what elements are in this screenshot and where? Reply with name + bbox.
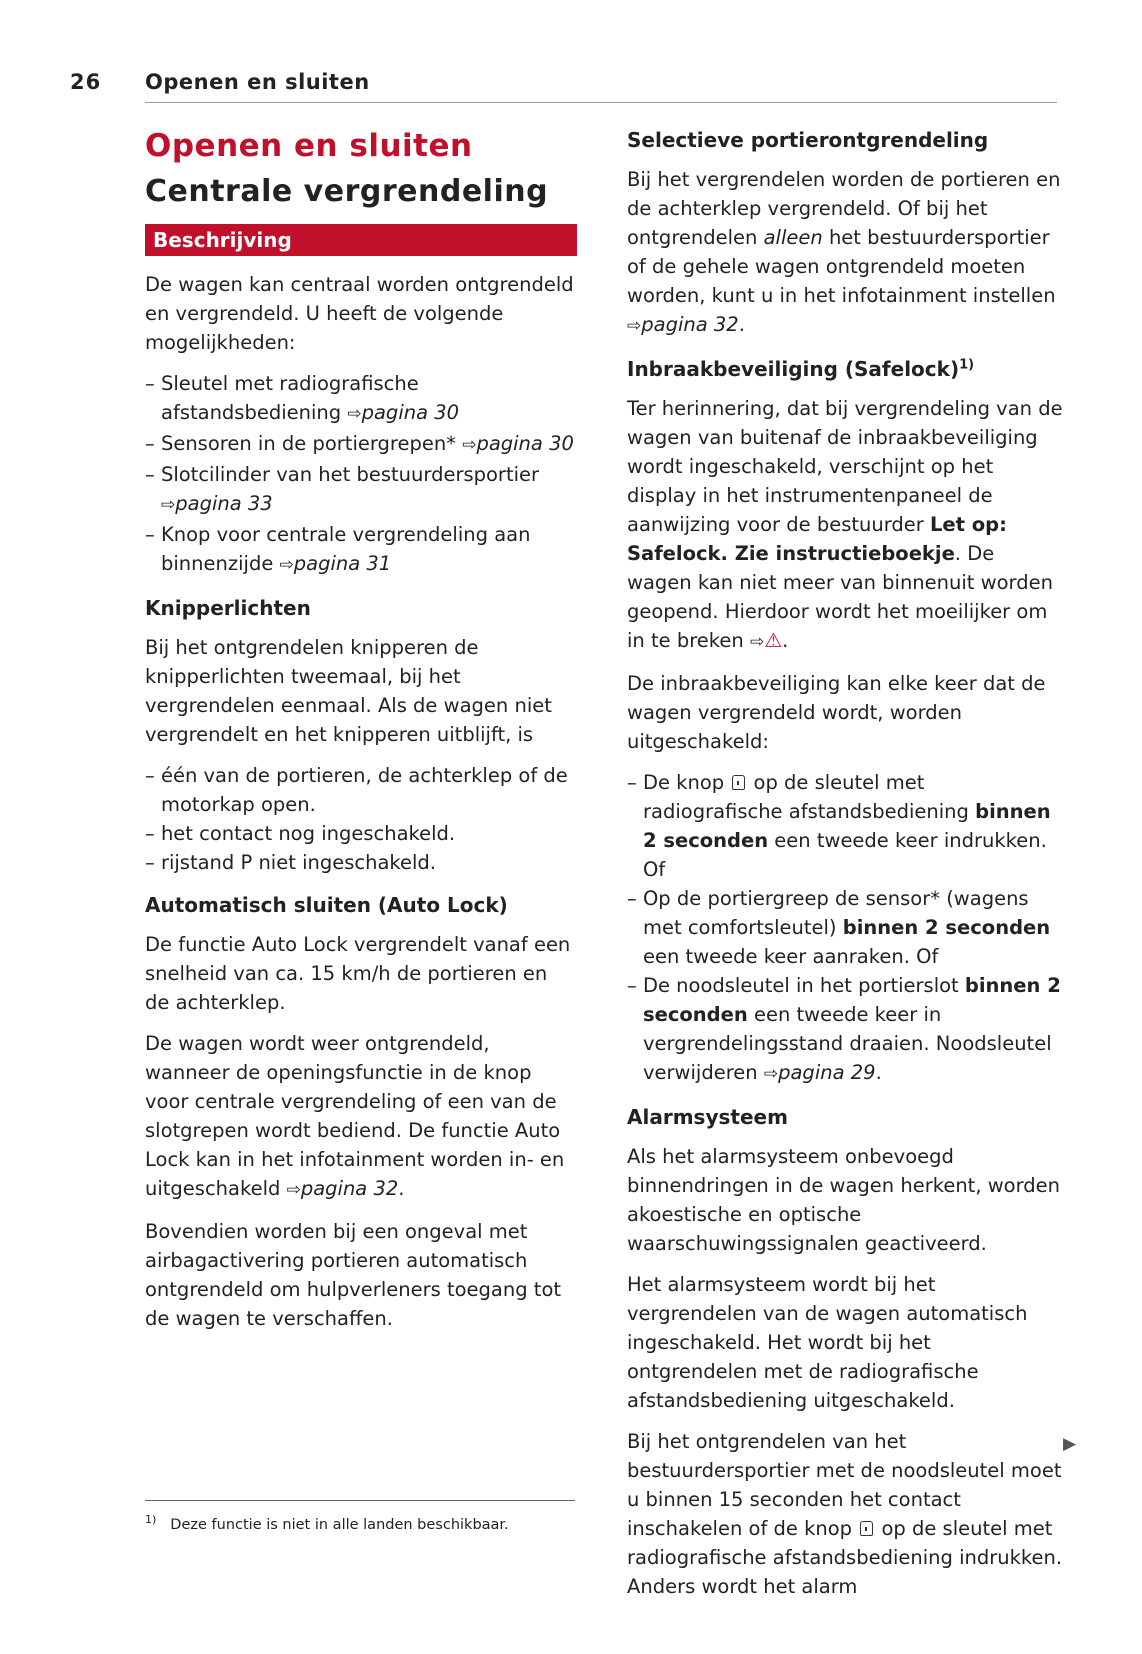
text-run: De wagen wordt weer ontgrendeld, wanneer de openingsfunctie in de knop voor centrale vergrendeling of een van de slotgrepen wordt bediend. De functie Auto Lock kan in het infotainment worden in- en uitgeschakeld [145, 1032, 565, 1200]
text-run: Op de portiergreep de sensor* (wagens met comfortsleutel) [642, 887, 1029, 939]
text-run: Knop voor centrale vergrendeling aan binnenzijde [160, 523, 531, 575]
footnote-divider [145, 1500, 575, 1501]
subheading [627, 355, 1063, 384]
left-column [145, 126, 577, 1345]
text-run: Slotcilinder van het bestuurdersportier [160, 463, 540, 486]
arrow-right-icon: ⇨ [627, 316, 642, 336]
subheading-text: Inbraakbeveiliging (Safelock) [627, 357, 960, 381]
list-item [145, 819, 577, 848]
text-run: op de sleutel met radiografische afstandsbediening indrukken. Anders wordt het alarm [627, 1517, 1063, 1598]
subheading-text: Alarmsysteem [627, 1105, 788, 1129]
paragraph [145, 1029, 577, 1205]
text-run: Bij het ontgrendelen van het bestuurdersportier met de noodsleutel moet u binnen 15 seconden het contact inschakelen of de knop [627, 1430, 1062, 1540]
bold-text: binnen 2 seconden [842, 916, 1051, 939]
arrow-right-icon: ⇨ [161, 495, 176, 515]
text-run: Het alarmsysteem wordt bij het vergrendelen van de wagen automatisch ingeschakeld. Het wordt bij het ontgrendelen met de radiografische afstandsbediening uitgeschakeld. [627, 1273, 1028, 1412]
page-reference[interactable]: pagina 31 [293, 552, 392, 575]
arrow-right-icon: ⇨ [763, 1064, 779, 1084]
paragraph [627, 394, 1063, 657]
text-run: rijstand P niet ingeschakeld. [160, 851, 437, 874]
page-reference[interactable]: pagina 30 [476, 432, 574, 455]
subheading [145, 594, 577, 623]
page-reference[interactable]: pagina 29 [778, 1061, 876, 1084]
list-item [627, 768, 1063, 884]
paragraph [627, 669, 1063, 756]
paragraph [145, 633, 577, 749]
text-run: . [398, 1177, 405, 1200]
list-item [145, 429, 577, 460]
text-run: De inbraakbeveiliging kan elke keer dat de wagen vergrendeld wordt, worden uitgeschakeld: [627, 672, 1046, 753]
subheading [145, 891, 577, 920]
paragraph [145, 930, 577, 1017]
page-reference[interactable]: pagina 33 [175, 492, 273, 515]
text-run: Bij het ontgrendelen knipperen de knipperlichten tweemaal, bij het vergrendelen eenmaal. Als de wagen niet vergrendelt en het knipperen uitblijft, is [145, 636, 552, 746]
list-item [145, 761, 577, 819]
bullet-list [627, 768, 1063, 1089]
text-run: Als het alarmsysteem onbevoegd binnendringen in de wagen herkent, worden akoestische en optische waarschuwingssignalen geactiveerd. [627, 1145, 1061, 1255]
paragraph [627, 1427, 1063, 1601]
text-run: één van de portieren, de achterklep of de motorkap open. [160, 764, 568, 816]
footnote-marker: 1) [145, 1513, 157, 1526]
text-run: . De wagen kan niet meer van binnenuit worden geopend. Hierdoor wordt het moeilijker om in te breken [627, 542, 1053, 652]
text-run: De noodsleutel in het portierslot [642, 974, 965, 997]
text-run: Bovendien worden bij een ongeval met airbagactivering portieren automatisch ontgrendeld om hulpverleners toegang tot de wagen te verschaffen. [145, 1220, 562, 1330]
text-run: Sleutel met radiografische afstandsbediening [160, 372, 419, 424]
text-run: een tweede keer aanraken. Of [643, 945, 939, 968]
page-reference[interactable]: pagina 32 [641, 313, 739, 336]
text-run: Sensoren in de portiergrepen* [160, 432, 463, 455]
list-item [627, 884, 1063, 971]
text-run: Ter herinnering, dat bij vergrendeling van de wagen van buitenaf de inbraakbeveiliging wordt ingeschakeld, verschijnt op het display in het instrumentenpaneel de aanwijzing voor de bestuurder [627, 397, 1063, 536]
text-run: op de sleutel met radiografische afstandsbediening [643, 771, 976, 823]
footnote [145, 1513, 509, 1533]
text-run: het bestuurdersportier of de gehele wagen ontgrendeld moeten worden, kunt u in het infotainment instellen [627, 226, 1056, 307]
header-divider [145, 102, 1057, 103]
page-reference[interactable]: alleen [763, 226, 823, 249]
page-reference[interactable]: pagina 32 [300, 1177, 399, 1200]
list-item [627, 971, 1063, 1089]
text-run: het contact nog ingeschakeld. [160, 822, 456, 845]
list-item [145, 460, 577, 520]
list-item [145, 369, 577, 429]
footnote-text: Deze functie is niet in alle landen beschikbaar. [170, 1516, 509, 1533]
paragraph [627, 165, 1063, 341]
lock-open-icon [732, 775, 745, 790]
bold-text: binnen 2 seconden [643, 800, 1051, 852]
subheading-text: Knipperlichten [145, 596, 311, 620]
footnote-ref: 1) [959, 357, 975, 373]
subsection-banner: Beschrijving [145, 224, 577, 256]
text-run: De knop [642, 771, 731, 794]
arrow-right-icon: ⇨ [347, 404, 362, 424]
paragraph [145, 1217, 577, 1333]
bullet-list [145, 761, 577, 877]
text-run: . [875, 1061, 882, 1084]
right-column [627, 126, 1063, 1613]
list-item [145, 520, 577, 580]
text-run: De functie Auto Lock vergrendelt vanaf een snelheid van ca. 15 km/h de portieren en de achterklep. [145, 933, 571, 1014]
bold-text: Let op: Safelock. Zie instructieboekje [627, 513, 1007, 565]
text-run: . [782, 629, 789, 652]
subheading [627, 1103, 1063, 1132]
text-run: . [738, 313, 745, 336]
list-item [145, 848, 577, 877]
text-run: Bij het vergrendelen worden de portieren en de achterklep vergrendeld. Of bij het ontgrendelen [627, 168, 1061, 249]
paragraph [627, 1142, 1063, 1258]
subheading-text: Selectieve portierontgrendeling [627, 128, 989, 152]
page-number: 26 [70, 70, 102, 94]
arrow-right-icon: ⇨ [462, 435, 477, 455]
bullet-list [145, 369, 577, 580]
arrow-right-icon: ⇨ [749, 632, 765, 652]
text-run: een tweede keer indrukken. Of [643, 829, 1047, 881]
subheading [627, 126, 1063, 155]
text-run: De wagen kan centraal worden ontgrendeld en vergrendeld. U heeft de volgende mogelijkheden: [145, 273, 574, 354]
lock-open-icon [860, 1521, 873, 1536]
paragraph [145, 270, 577, 357]
text-run: een tweede keer in vergrendelingsstand draaien. Noodsleutel verwijderen [643, 1003, 1052, 1084]
chapter-title: Centrale vergrendeling [145, 174, 549, 209]
page-reference[interactable]: pagina 30 [361, 401, 460, 424]
subheading-text: Automatisch sluiten (Auto Lock) [145, 893, 508, 917]
warning-triangle-icon: ⚠ [764, 628, 783, 652]
running-title: Openen en sluiten [145, 70, 370, 94]
section-title: Openen en sluiten [145, 128, 473, 164]
arrow-right-icon: ⇨ [286, 1180, 301, 1200]
continue-arrow-icon: ▶ [1063, 1434, 1077, 1454]
paragraph [627, 1270, 1063, 1415]
arrow-right-icon: ⇨ [279, 555, 294, 575]
bold-text: binnen 2 seconden [643, 974, 1061, 1026]
